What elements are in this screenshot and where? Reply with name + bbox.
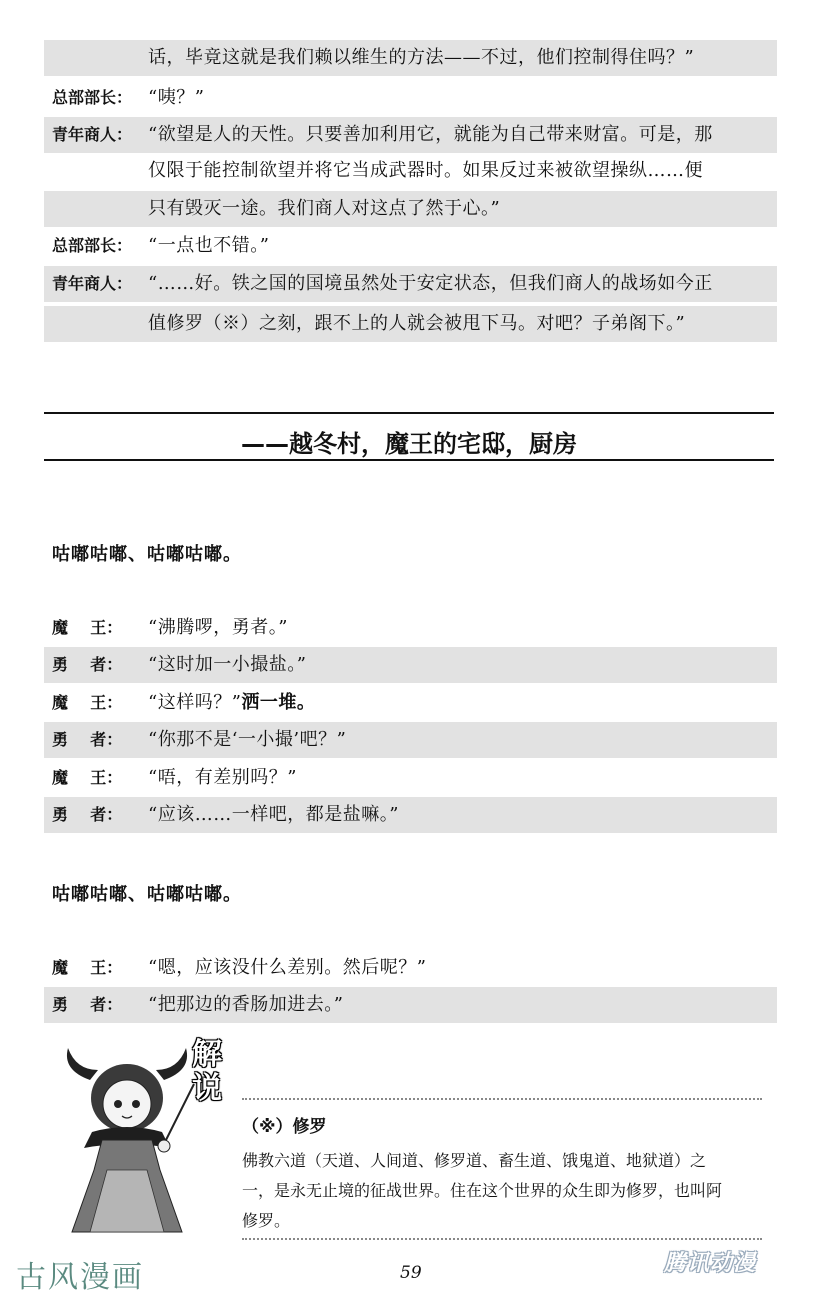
speaker-label: 总部部长： bbox=[52, 88, 133, 107]
dialogue-text: “欲望是人的天性。只要善加利用它，就能为自己带来财富。可是，那 bbox=[148, 124, 713, 145]
dialogue-text: “你那不是‘一小撮’吧？” bbox=[148, 729, 347, 750]
dialogue-line bbox=[44, 760, 777, 796]
dialogue-line bbox=[44, 987, 777, 1023]
sound-effect: 咕嘟咕嘟、咕嘟咕嘟。 bbox=[52, 544, 242, 565]
dialogue-line bbox=[44, 722, 777, 758]
dialogue-text: 话，毕竟这就是我们赖以维生的方法——不过，他们控制得住吗？” bbox=[148, 47, 695, 68]
note-divider-top bbox=[242, 1098, 762, 1100]
scene-heading: ——越冬村，魔王的宅邸，厨房 bbox=[241, 430, 577, 458]
dialogue-line bbox=[44, 80, 777, 116]
dialogue-text: “应该……一样吧，都是盐嘛。” bbox=[148, 804, 399, 825]
speaker-label: 勇 者： bbox=[52, 805, 123, 824]
note-title: （※）修罗 bbox=[242, 1117, 327, 1137]
speaker-label: 勇 者： bbox=[52, 995, 123, 1014]
dialogue-text: “这时加一小撮盐。” bbox=[148, 654, 307, 675]
heading-rule-bottom bbox=[44, 459, 774, 461]
dialogue-text: 仅限于能控制欲望并将它当成武器时。如果反过来被欲望操纵……便 bbox=[148, 160, 703, 181]
note-line: 佛教六道（天道、人间道、修罗道、畜生道、饿鬼道、地狱道）之 bbox=[242, 1151, 707, 1170]
dialogue-line bbox=[44, 40, 777, 76]
dialogue-line bbox=[44, 117, 777, 153]
speaker-label: 魔 王： bbox=[52, 768, 123, 787]
dialogue-text: “把那边的香肠加进去。” bbox=[148, 994, 344, 1015]
speaker-label: 青年商人： bbox=[52, 125, 133, 144]
speaker-label: 总部部长： bbox=[52, 236, 133, 255]
dialogue-line bbox=[44, 647, 777, 683]
dialogue-text: “一点也不错。” bbox=[148, 235, 270, 256]
watermark-right: 腾讯动漫 bbox=[664, 1251, 757, 1276]
note-divider-bottom bbox=[242, 1238, 762, 1240]
demon-queen-illustration bbox=[52, 1040, 202, 1240]
dialogue-line bbox=[44, 153, 777, 189]
note-line: 修罗。 bbox=[242, 1211, 291, 1230]
dialogue-line bbox=[44, 306, 777, 342]
dialogue-line bbox=[44, 228, 777, 264]
dialogue-quote: “这样吗？” bbox=[148, 692, 242, 713]
dialogue-line bbox=[44, 950, 777, 986]
speaker-label: 魔 王： bbox=[52, 618, 123, 637]
dialogue-text: “唔，有差别吗？” bbox=[148, 767, 297, 788]
dialogue-line bbox=[44, 797, 777, 833]
watermark-left: 古风漫画 bbox=[16, 1260, 144, 1295]
note-body bbox=[242, 1146, 772, 1236]
dialogue-text: 值修罗（※）之刻，跟不上的人就会被甩下马。对吧？子弟阁下。” bbox=[148, 313, 686, 334]
speaker-label: 勇 者： bbox=[52, 655, 123, 674]
dialogue-text: “嗯，应该没什么差别。然后呢？” bbox=[148, 957, 427, 978]
dialogue-text: 只有毁灭一途。我们商人对这点了然于心。” bbox=[148, 198, 501, 219]
action-text: 洒一堆。 bbox=[241, 692, 316, 713]
dialogue-line bbox=[44, 685, 777, 721]
commentary-badge: 解说 bbox=[192, 1037, 222, 1106]
note-line: 一，是永无止境的征战世界。住在这个世界的众生即为修罗，也叫阿 bbox=[242, 1181, 723, 1200]
page-number: 59 bbox=[400, 1263, 422, 1283]
sound-effect: 咕嘟咕嘟、咕嘟咕嘟。 bbox=[52, 884, 242, 905]
speaker-label: 魔 王： bbox=[52, 693, 123, 712]
dialogue-text: “沸腾啰，勇者。” bbox=[148, 617, 288, 638]
dialogue-line bbox=[44, 191, 777, 227]
dialogue-text: “……好。铁之国的国境虽然处于安定状态，但我们商人的战场如今正 bbox=[148, 273, 713, 294]
speaker-label: 青年商人： bbox=[52, 274, 133, 293]
speaker-label: 勇 者： bbox=[52, 730, 123, 749]
dialogue-line bbox=[44, 610, 777, 646]
heading-rule-top bbox=[44, 412, 774, 414]
dialogue-line bbox=[44, 266, 777, 302]
dialogue-text: “咦？” bbox=[148, 87, 205, 108]
speaker-label: 魔 王： bbox=[52, 958, 123, 977]
dialogue-text bbox=[148, 685, 315, 721]
